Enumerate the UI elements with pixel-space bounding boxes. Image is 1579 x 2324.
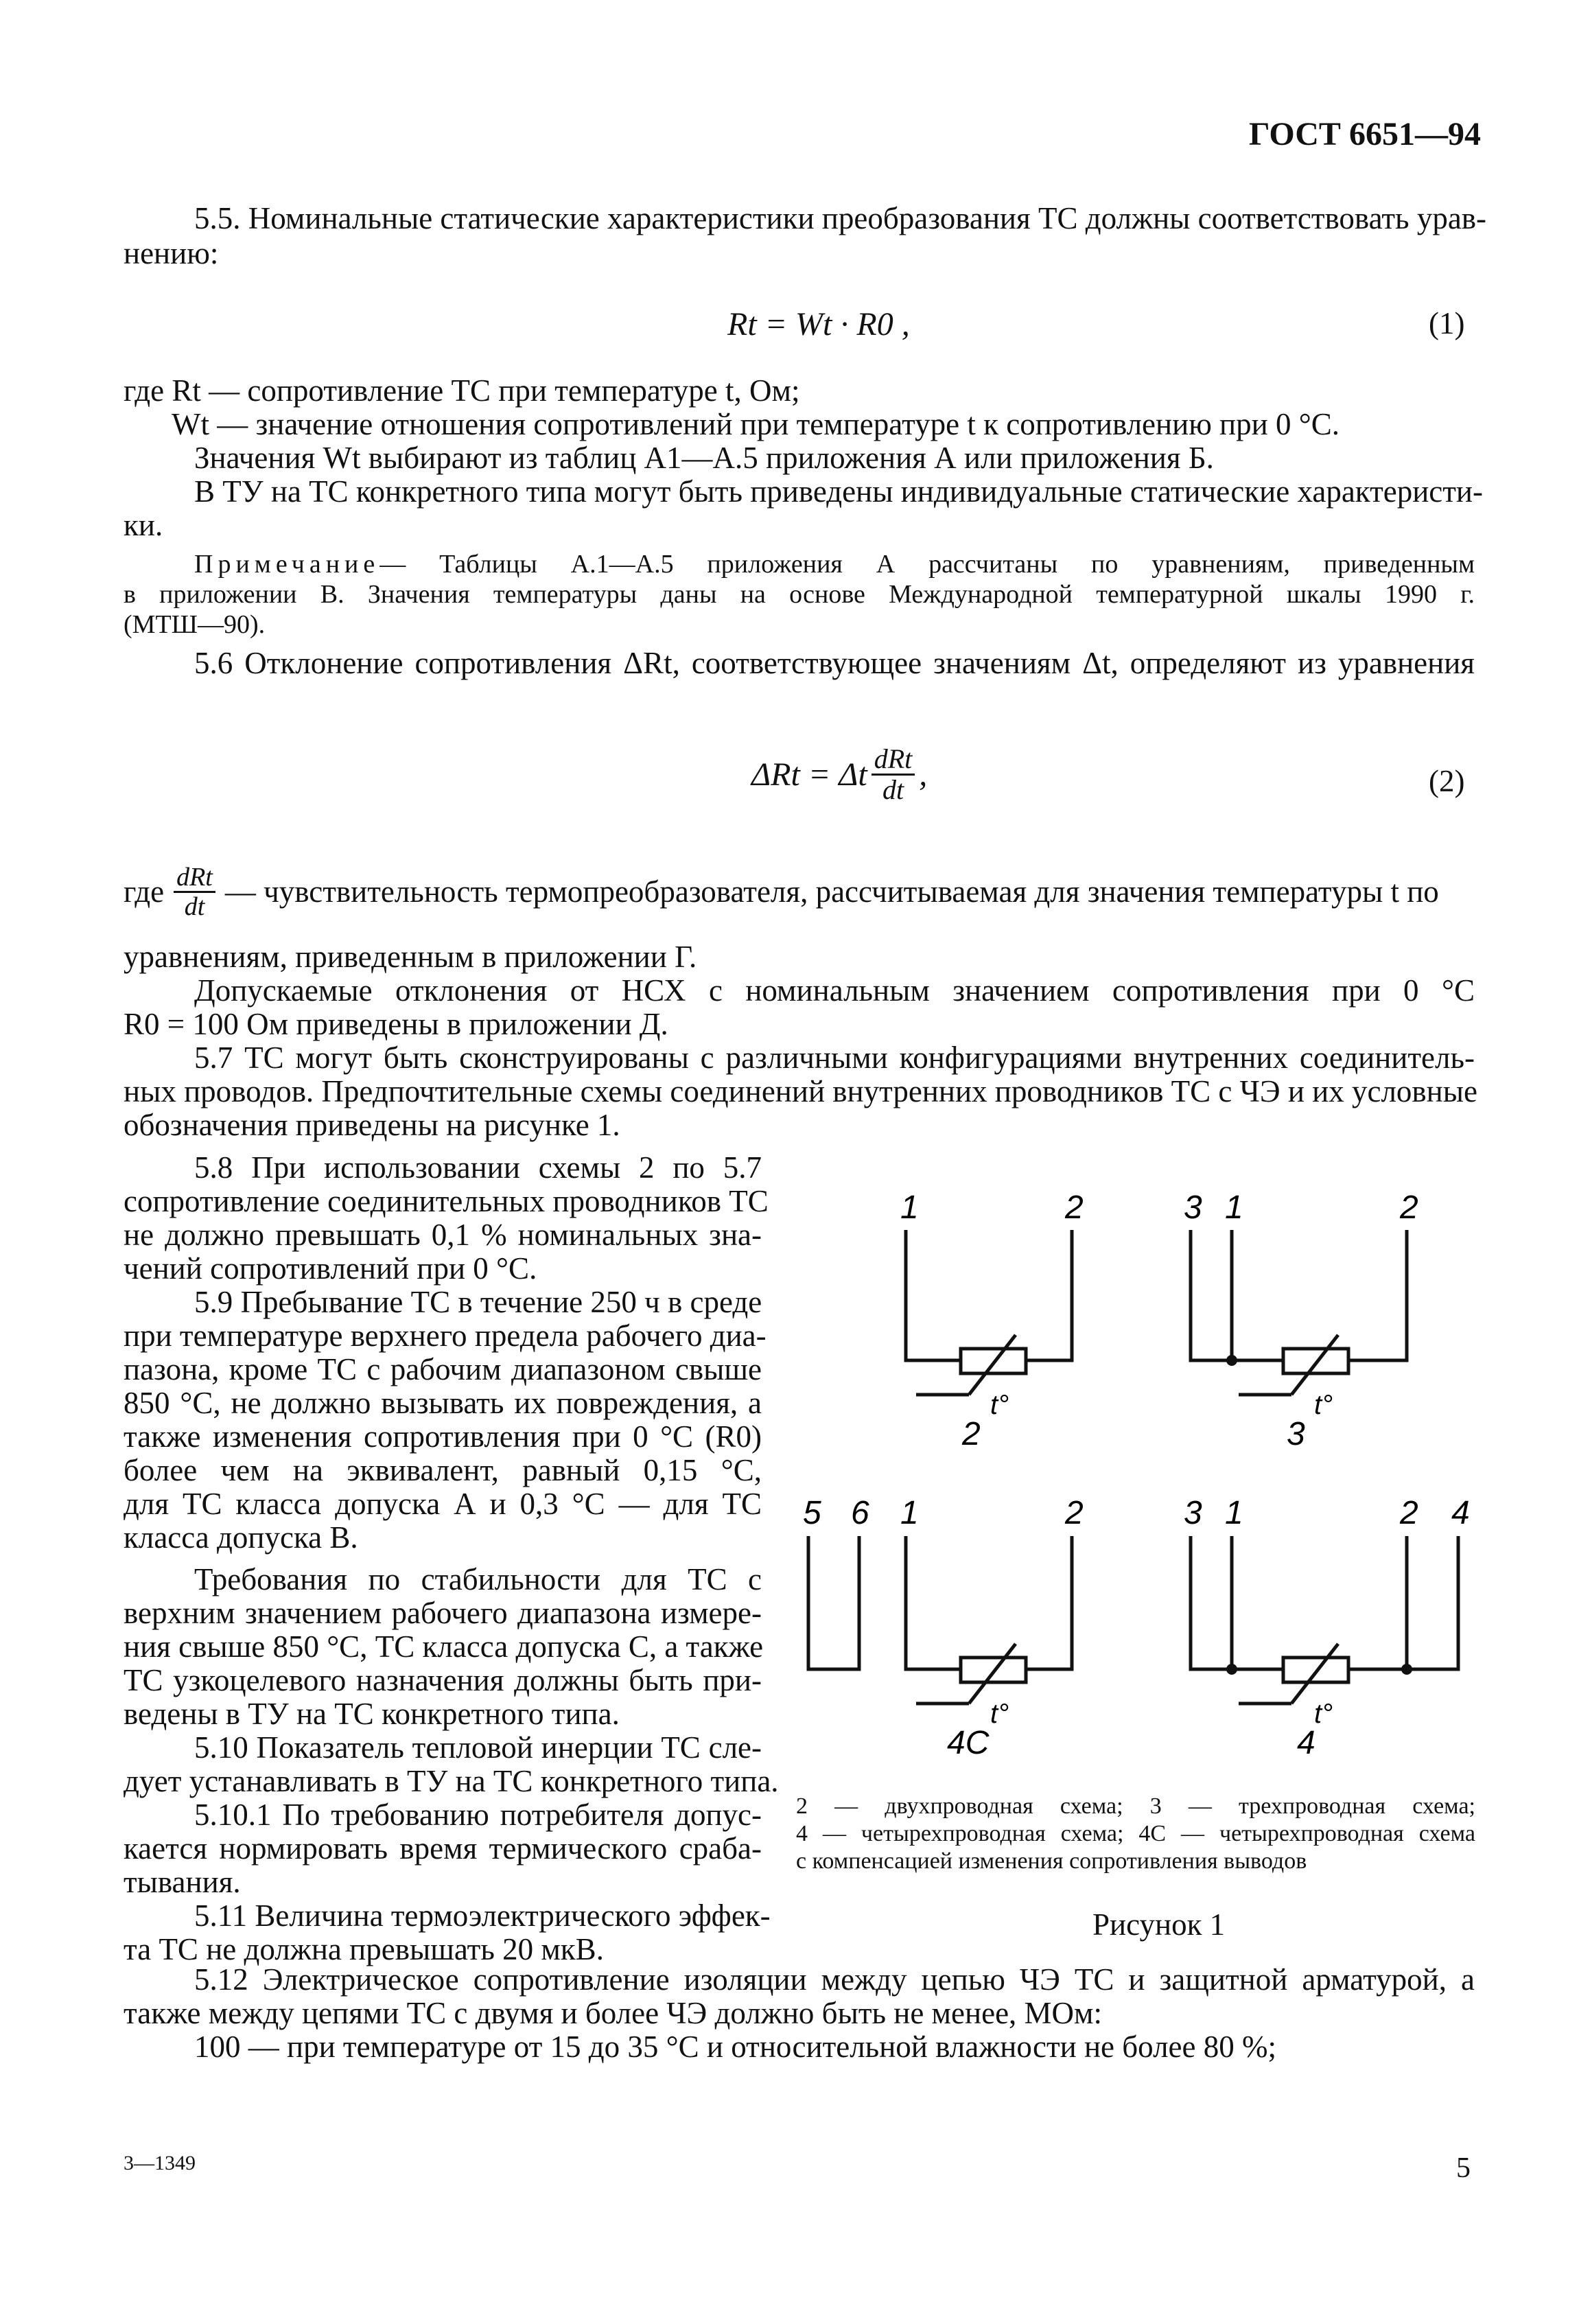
diagram-three-wire [1184,1189,1418,1452]
thermistor-slant [969,1644,1016,1704]
left-col-line: при температуре верхнего предела рабочего диа- [124,1318,767,1353]
where-word: где [124,874,165,909]
wire-label-2: 2 [1400,1495,1418,1531]
fraction-numerator: dRt [174,863,215,893]
wire [906,1536,961,1669]
wire-label-1: 1 [900,1495,919,1531]
deviations-line1: Допускаемые отклонения от НСХ с номинальным значением сопротивления при 0 °С [194,973,1475,1008]
paragraph-5-12-line2: также между цепями ТС с двумя и более ЧЭ должно быть не менее, МОм: [124,1996,1103,2030]
thermistor-slant [969,1335,1016,1395]
wire [1026,1230,1072,1360]
left-col-line: 5.10.1 По требованию потребителя допус- [194,1798,762,1832]
document-header [1249,115,1481,153]
wire [1407,1536,1458,1669]
left-col-line: для ТС класса допуска А и 0,3 °С — для ТС [124,1487,762,1521]
paragraph-5-7-line1: 5.7 ТС могут быть сконструированы с различными конфигурациями внутренних соединитель- [194,1041,1475,1075]
paragraph-5-12-line3: 100 — при температуре от 15 до 35 °С и относительной влажности не более 80 %; [194,2030,1276,2064]
left-col-line: более чем на эквивалент, равный 0,15 °С, [124,1453,762,1487]
legend-line: с компенсацией изменения сопротивления выводов [796,1848,1307,1874]
wire [1191,1230,1232,1360]
wire-label-6: 6 [851,1495,869,1531]
left-col-line: 5.10 Показатель тепловой инерции ТС сле- [194,1730,762,1765]
left-col-line: 5.9 Пребывание ТС в течение 250 ч в среде [194,1285,762,1319]
fraction-denominator: dt [184,892,205,921]
diagram-two-wire [900,1189,1084,1452]
left-col-line: та ТС не должна превышать 20 мкВ. [124,1932,604,1966]
sensitivity-text-cont: уравнениям, приведенным в приложении Г. [124,940,697,974]
deviations-line2: R0 = 100 Ом приведены в приложении Д. [124,1007,668,1041]
wire-label-1: 1 [900,1189,919,1226]
figure-caption: Рисунок 1 [1092,1907,1226,1942]
left-col-line: пазона, кроме ТС с рабочим диапазоном свыше [124,1352,762,1386]
wire-label-5: 5 [803,1495,821,1531]
equation-2 [751,745,927,804]
footer-print-code: 3—1349 [124,2152,196,2174]
left-col-line: тывания. [124,1865,241,1899]
figure-1-diagrams [782,1181,1496,1805]
diagram-four-wire [1184,1495,1470,1761]
fraction-denominator: dt [882,774,904,805]
sensitivity-text: — чувствительность термопреобразователя, рассчитываемая для значения температуры t по [224,874,1439,909]
paragraph-5-6: 5.6 Отклонение сопротивления ΔRt, соответствующее значениям Δt, определяют из уравнения [194,646,1475,680]
left-col-line: класса допуска В. [124,1520,358,1555]
left-col-line: 5.8 При использовании схемы 2 по 5.7 [194,1150,762,1185]
left-col-line: чений сопротивлений при 0 °С. [124,1251,537,1286]
note-label: Примечание [194,550,380,579]
fraction-numerator: dRt [872,745,915,776]
diagram-label: 2 [962,1416,981,1452]
left-col-line: ТС узкоцелевого назначения должны быть при- [124,1663,762,1697]
thermistor-slant [1291,1335,1338,1395]
left-col-line: 5.11 Величина термоэлектрического эффек- [194,1898,771,1933]
equation-1-number: (1) [1429,306,1465,340]
where-rt-definition: где Rt — сопротивление ТС при температуре t, Ом; [124,373,800,408]
paragraph-5-7-line3: обозначения приведены на рисунке 1. [124,1108,620,1142]
temperature-label: t° [990,1699,1009,1729]
temperature-label: t° [1314,1390,1333,1420]
left-column [124,1150,779,1966]
page-number: 5 [1456,2152,1471,2184]
wire-label-2: 2 [1400,1189,1418,1226]
standard-number: ГОСТ 6651—94 [1249,116,1481,152]
wire [906,1230,961,1360]
equation-2-tail: , [919,756,928,793]
wire-label-4: 4 [1451,1495,1470,1531]
equation-2-fraction [872,745,915,804]
left-col-line: кается нормировать время термического сраба- [124,1831,762,1866]
diagram-label: 3 [1287,1416,1305,1452]
wire-label-3: 3 [1184,1495,1202,1531]
wire [1348,1230,1407,1360]
compensation-loop [808,1536,859,1669]
note-line3: (МТШ—90). [124,610,266,639]
sensitivity-fraction [174,863,215,920]
left-col-line: Требования по стабильности для ТС с [194,1562,762,1596]
equation-2-number: (2) [1429,764,1465,798]
wire-label-2: 2 [1065,1189,1084,1226]
tu-individual-line1: В ТУ на ТС конкретного типа могут быть приведены индивидуальные статические характеристи- [194,474,1484,509]
figure-legend [796,1793,1475,1875]
left-col-line: также изменения сопротивления при 0 °С (R0) [124,1419,762,1454]
diagram-label: 4С [947,1725,990,1761]
left-col-line: ния свыше 850 °С, ТС класса допуска С, а также [124,1629,764,1664]
where-sensitivity [124,863,1475,920]
left-col-line: не должно превышать 0,1 % номинальных зна- [124,1218,762,1252]
paragraph-5-7-line2: ных проводов. Предпочтительные схемы соединений внутренних проводников ТС с ЧЭ и их условные [124,1074,1477,1108]
temperature-label: t° [1314,1699,1333,1729]
left-col-line: верхним значением рабочего диапазона измере- [124,1596,762,1630]
note-line1: — Таблицы А.1—А.5 приложения А рассчитаны по уравнениям, приведенным [379,550,1475,579]
tu-individual-line2: ки. [124,508,163,542]
left-col-line: сопротивление соединительных проводников ТС [124,1184,769,1218]
wire-label-2: 2 [1065,1495,1084,1531]
paragraph-5-12-line1: 5.12 Электрическое сопротивление изоляции между цепью ЧЭ ТС и защитной арматурой, а [194,1962,1475,1997]
wire-label-1: 1 [1225,1189,1243,1226]
wire-label-3: 3 [1184,1189,1202,1226]
diagram-four-wire-compensated [803,1495,1084,1761]
equation-1: Rt = Wt · R0 , [727,306,910,342]
temperature-label: t° [990,1390,1009,1420]
paragraph-5-5-line1: 5.5. Номинальные статические характеристики преобразования ТС должны соответствовать урав- [194,201,1487,235]
left-col-line: 850 °С, не должно вызывать их повреждения, а [124,1386,762,1420]
legend-line: 4 — четырехпроводная схема; 4С — четырехпроводная схема [796,1821,1475,1846]
note-block [194,549,1475,579]
where-wt-definition: Wt — значение отношения сопротивлений при температуре t к сопротивлению при 0 °С. [172,407,1340,441]
note-line2: в приложении В. Значения температуры даны на основе Международной температурной шкалы 1990 г. [124,580,1475,609]
paragraph-5-5-line2: нению: [124,236,219,270]
left-col-line: дует устанавливать в ТУ на ТС конкретного типа. [124,1764,779,1798]
wire-label-1: 1 [1225,1495,1243,1531]
equation-2-lhs: ΔRt = Δt [751,756,867,793]
diagram-label: 4 [1297,1725,1315,1761]
wire [1026,1536,1072,1669]
thermistor-slant [1291,1644,1338,1704]
legend-line: 2 — двухпроводная схема; 3 — трехпроводная схема; [796,1793,1475,1819]
wt-tables-reference: Значения Wt выбирают из таблиц А1—А.5 приложения А или приложения Б. [194,441,1214,475]
wire [1191,1536,1232,1669]
left-col-line: ведены в ТУ на ТС конкретного типа. [124,1697,620,1731]
